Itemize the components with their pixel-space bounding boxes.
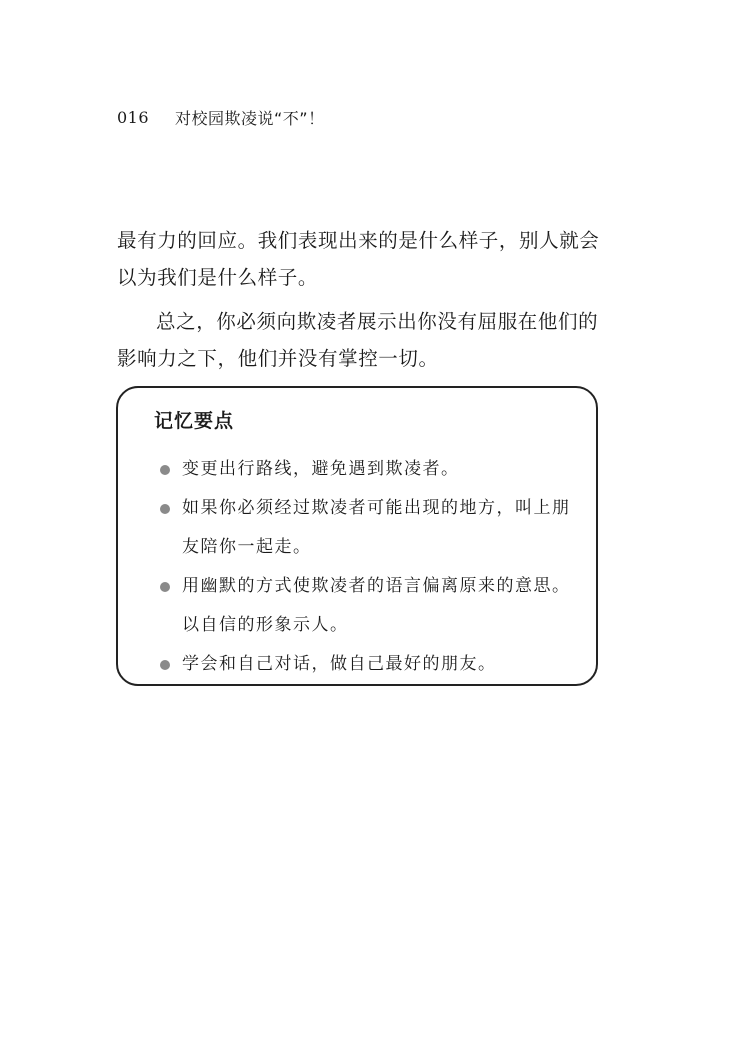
- list-item: [154, 450, 574, 489]
- paragraph: 总之，你必须向欺凌者展示出你没有屈服在他们的影响力之下，他们并没有掌控一切。: [117, 310, 599, 370]
- page-header: [117, 104, 325, 130]
- bullet-icon: [160, 504, 170, 514]
- list-item-text: 以自信的形象示人。: [182, 615, 349, 635]
- list-item: [154, 645, 574, 684]
- bullet-icon: [160, 465, 170, 475]
- running-title: 对校园欺凌说“不”！: [175, 108, 325, 128]
- paragraph: 最有力的回应。我们表现出来的是什么样子，别人就会以为我们是什么样子。: [117, 229, 600, 289]
- list-item-text: 友陪你一起走。: [182, 537, 312, 557]
- list-item: [154, 489, 574, 567]
- page-number: 016: [117, 107, 150, 127]
- list-item-text: 用幽默的方式使欺凌者的语言偏离原来的意思。: [182, 576, 571, 596]
- memory-points-list: [154, 450, 574, 684]
- list-item-text: 变更出行路线，避免遇到欺凌者。: [182, 459, 460, 479]
- memory-points-title: 记忆要点: [154, 410, 235, 432]
- bullet-icon: [160, 582, 170, 592]
- bullet-icon: [160, 660, 170, 670]
- list-item-text: 如果你必须经过欺凌者可能出现的地方，叫上朋: [182, 498, 571, 518]
- body-text: [117, 222, 613, 384]
- list-item: [154, 567, 574, 645]
- list-item-text: 学会和自己对话，做自己最好的朋友。: [182, 654, 497, 674]
- memory-points-box: [116, 386, 598, 686]
